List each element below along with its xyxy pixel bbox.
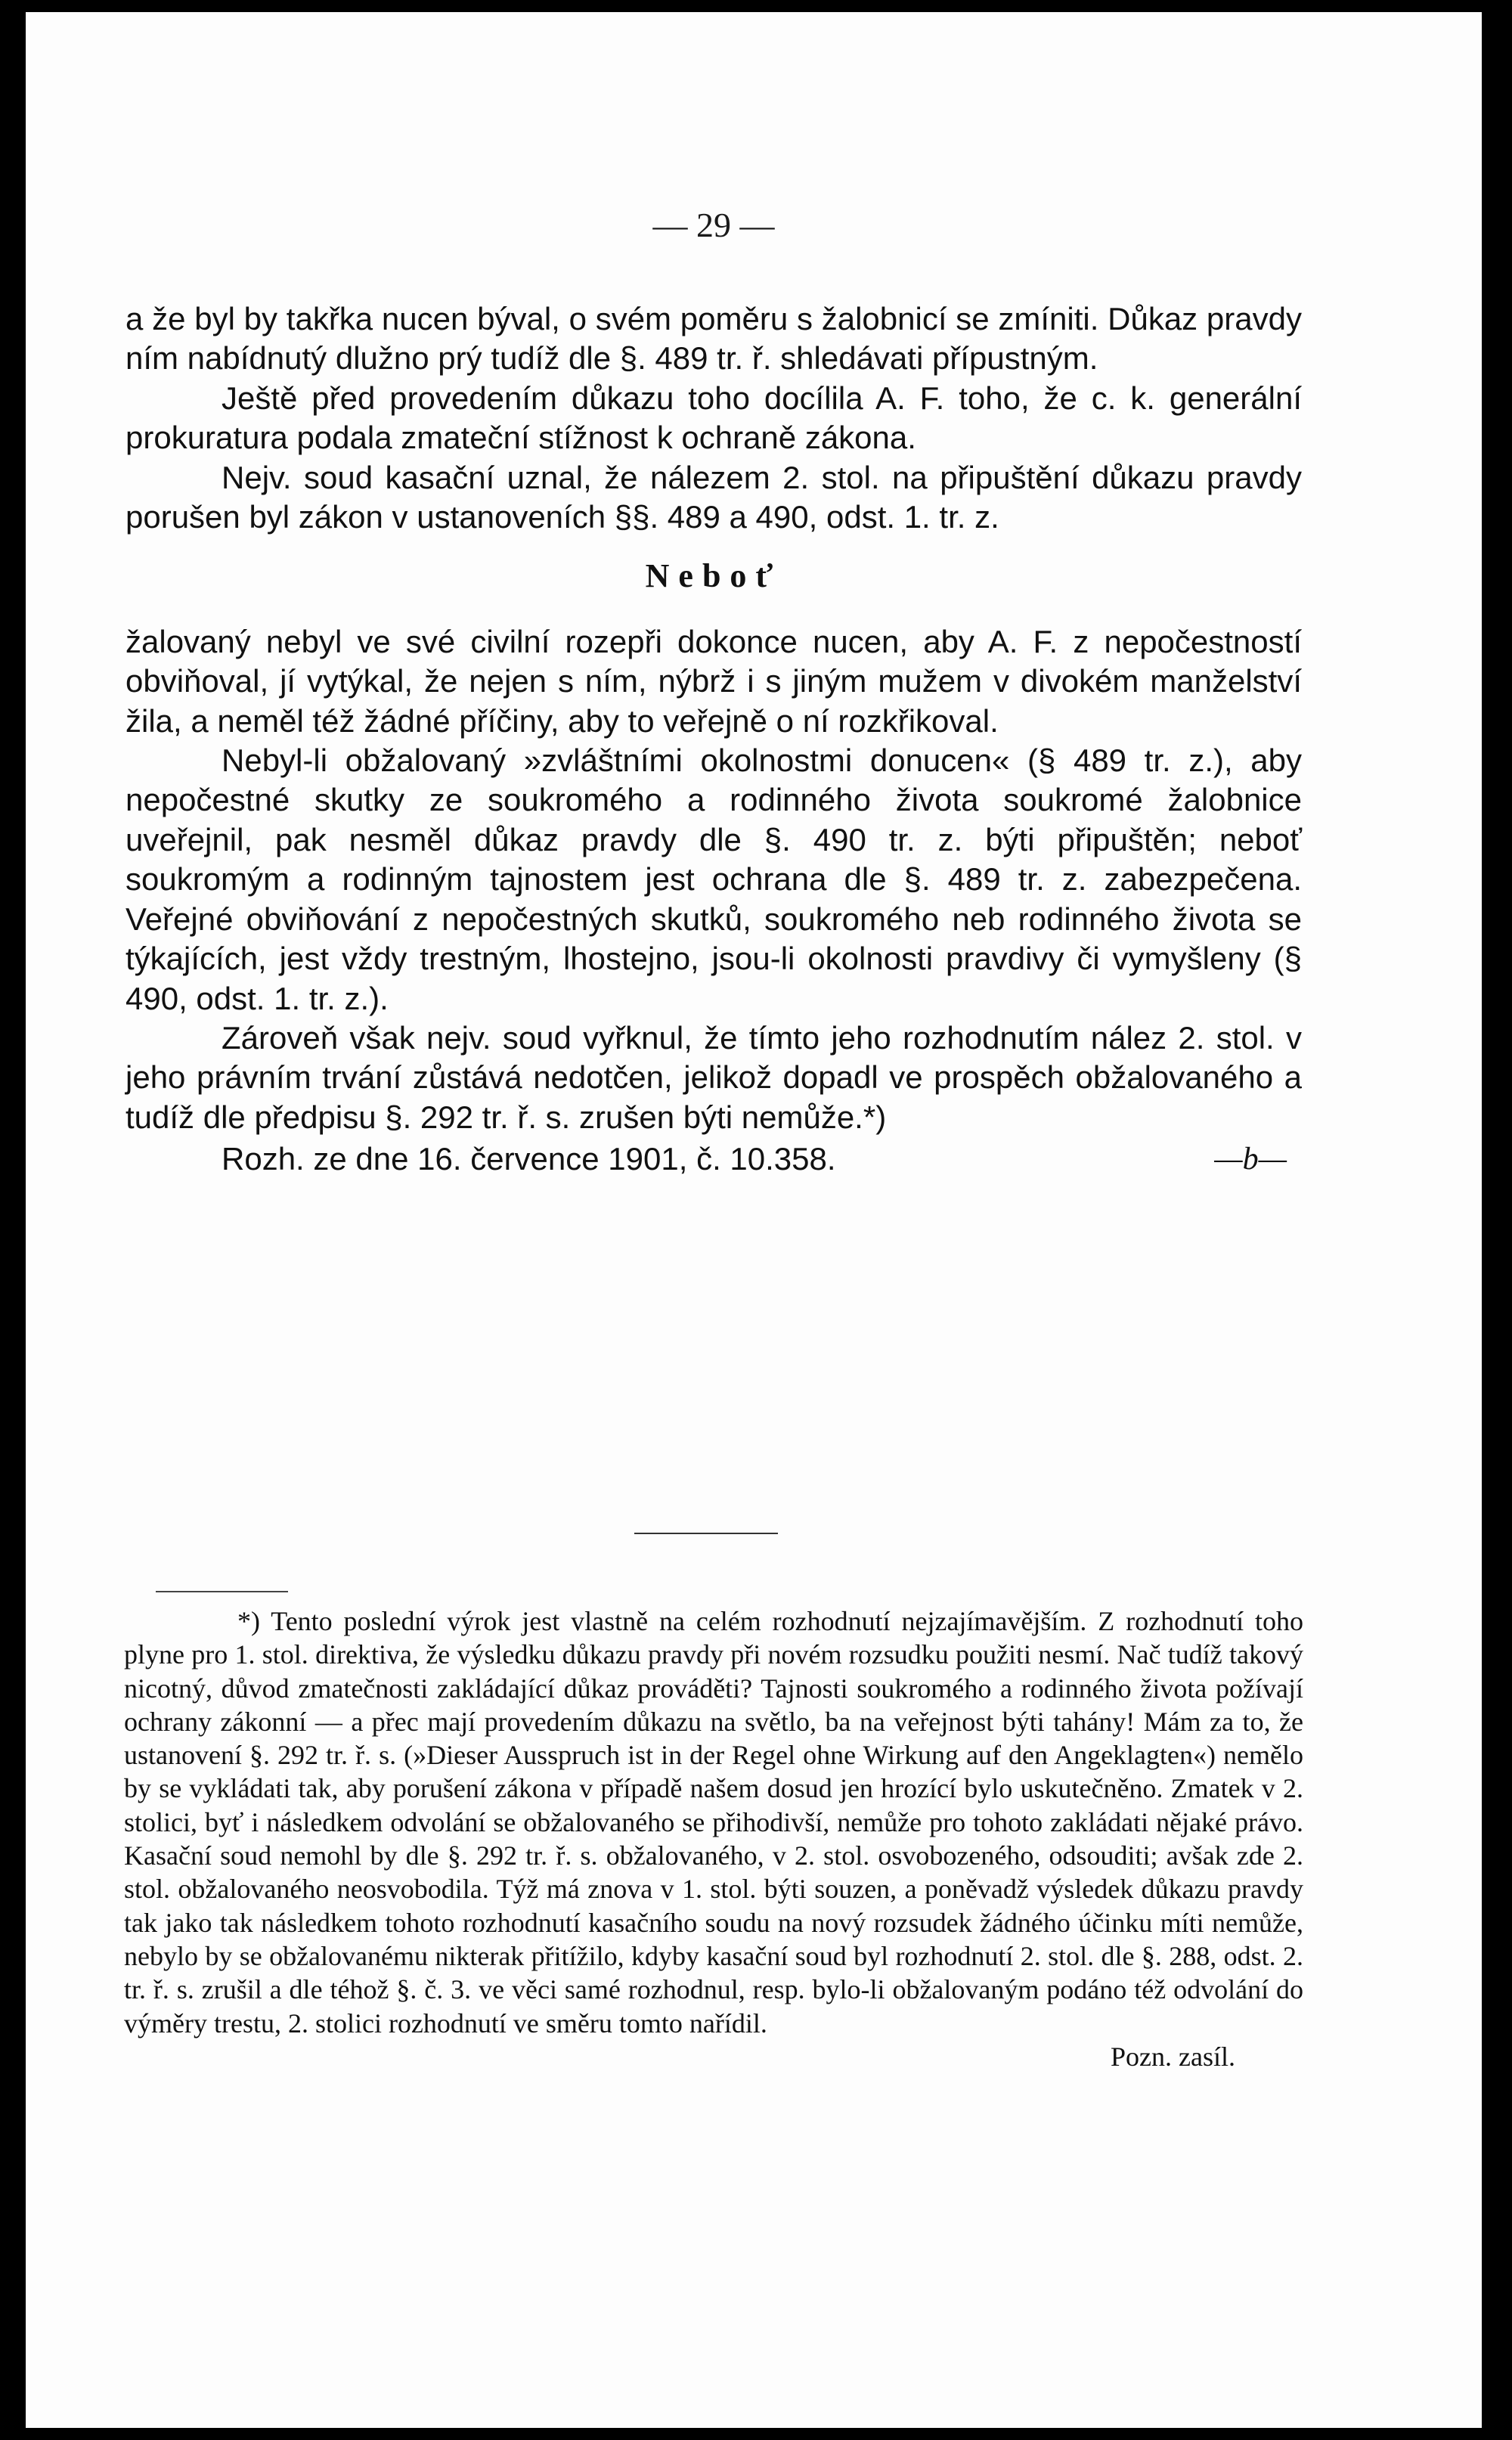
decision-reference: Rozh. ze dne 16. července 1901, č. 10.358. (222, 1141, 836, 1177)
section-divider (634, 1533, 778, 1534)
paragraph-2: Ještě před provedením důkazu toho docílila A. F. toho, že c. k. generální prokuratura podala zmateční stížnost k ochraně zákona. (125, 380, 1302, 456)
main-text (125, 299, 1302, 1180)
author-initial: —b— (1214, 1142, 1287, 1177)
document-page (26, 12, 1482, 2428)
paragraph-6: Zároveň však nejv. soud vyřknul, že tímto jeho rozhodnutím nález 2. stol. v jeho právním trvání zůstává nedotčen, jelikož dopadl ve prospěch obžalovaného a tudíž dle předpisu §. 292 tr. ř. s. zrušen býti nemůže.*) (125, 1019, 1302, 1135)
paragraph-1: a že byl by takřka nucen býval, o svém poměru s žalobnicí se zmíniti. Důkaz pravdy ním nabídnutý dlužno prý tudíž dle §. 489 tr. ř. shledávati přípustným. (125, 301, 1302, 377)
decision-line (125, 1139, 1302, 1179)
paragraph-3: Nejv. soud kasační uznal, že nálezem 2. stol. na připuštění důkazu pravdy porušen byl zákon v ustanoveních §§. 489 a 490, odst. 1. tr. z. (125, 459, 1302, 535)
footnote-text: *) Tento poslední výrok jest vlastně na celém rozhodnutí nejzajímavějším. Z rozhodnutí toho plyne pro 1. stol. direktiva, že výsledku důkazu pravdy při novém rozsudku použiti nesmí. Nač tudíž takový nicotný, důvod zmatečnosti zakládající důkaz prováděti? Tajnosti soukromého a rodinného života požívají ochrany zákonní — a přec mají provedením důkazu na světlo, ba na veřejnost býti tahány! Mám za to, že ustanovení §. 292 tr. ř. s. (»Dieser Ausspruch ist in der Regel ohne Wirkung auf den Angeklagten«) nemělo by se vykládati tak, aby porušení zákona v případě našem dosud jen hrozící bylo uskutečněno. Zmatek v 2. stolici, byť i následkem odvolání se obžalovaného se přihodivší, nemůže pro tohoto zakládati nějaké právo. Kasační soud nemohl by dle §. 292 tr. ř. s. obžalovaného, v 2. stol. osvobozeného, odsouditi; avšak zde 2. stol. obžalovaného neosvobodila. Týž má znova v 1. stol. býti souzen, a poněvadž výsledek důkazu pravdy tak jako tak následkem tohoto rozhodnutí kasačního soudu na nový rozsudek žádného účinku míti nemůže, nebylo by se obžalovanému nikterak přitížilo, kdyby kasační soud byl rozhodnutí 2. stol. dle §. 288, odst. 2. tr. ř. s. zrušil a dle téhož §. č. 3. ve věci samé rozhodnul, resp. bylo-li obžalovaným podáno též odvolání do výměry trestu, 2. stolici rozhodnutí ve směru tomto nařídil. (124, 1606, 1303, 2039)
section-heading: Neboť (645, 557, 782, 595)
paragraph-5: Nebyl-li obžalovaný »zvláštními okolnostmi donucen« (§ 489 tr. z.), aby nepočestné skutky ze soukromého a rodinného života soukromé žalobnice uveřejnil, pak nesměl důkaz pravdy dle §. 490 tr. z. býti připuštěn; neboť soukromým a rodinným tajnostem jest ochrana dle §. 489 tr. z. zabezpečena. Veřejné obviňování z nepočestných skutků, soukromého neb rodinného života se týkajících, jest vždy trestným, lhostejno, jsou-li okolnosti pravdivy či vymyšleny (§ 490, odst. 1. tr. z.). (125, 743, 1302, 1016)
footnote (124, 1604, 1303, 2073)
footnote-signature: Pozn. zasíl. (1111, 2041, 1235, 2072)
footnote-signature-row (124, 2040, 1303, 2073)
paragraph-4: žalovaný nebyl ve své civilní rozepři dokonce nucen, aby A. F. z nepočestností obviňoval, jí vytýkal, že nejen s ním, nýbrž i s jiným mužem v divokém manželství žila, a neměl též žádné příčiny, aby to veřejně o ní rozkřikoval. (125, 623, 1302, 739)
footnote-rule (156, 1591, 288, 1592)
page-number: — 29 — (652, 206, 775, 244)
